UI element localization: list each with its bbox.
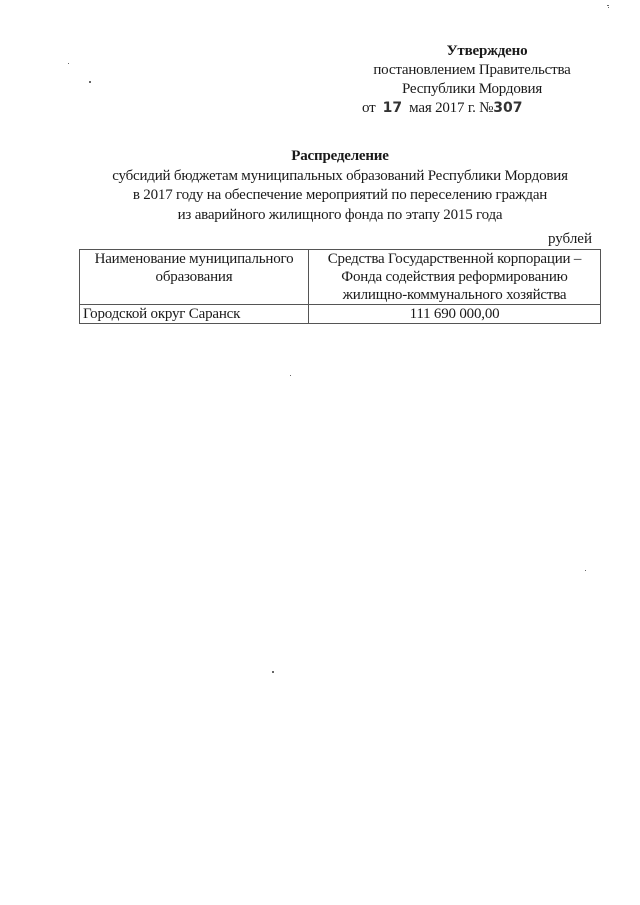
cell-amount: 111 690 000,00 bbox=[309, 305, 601, 324]
heading-line-2: в 2017 году на обеспечение мероприятий по переселению граждан bbox=[132, 187, 548, 203]
decree-number: 307 bbox=[493, 100, 523, 116]
scan-speck bbox=[290, 375, 291, 376]
heading-line-1: субсидий бюджетам муниципальных образований Республики Мордовия bbox=[112, 167, 568, 184]
scan-speck bbox=[89, 81, 91, 83]
heading-line-3: из аварийного жилищного фонда по этапу 2015 года bbox=[177, 206, 503, 223]
approval-line-2: Республики Мордовия bbox=[401, 81, 543, 97]
approval-block bbox=[352, 42, 592, 118]
approval-line-1: постановлением Правительства bbox=[373, 62, 571, 78]
scan-speck bbox=[608, 7, 609, 8]
cell-municipality-name: Городской округ Саранск bbox=[80, 305, 309, 324]
table-row bbox=[80, 305, 601, 324]
scan-speck bbox=[585, 570, 586, 571]
scan-speck bbox=[272, 671, 274, 673]
date-rest: мая 2017 г. № bbox=[409, 100, 494, 116]
scan-speck bbox=[607, 5, 609, 6]
approval-title: Утверждено bbox=[446, 43, 528, 59]
approval-date-line bbox=[352, 99, 592, 118]
header-municipality: Наименование муниципального образования bbox=[80, 250, 309, 305]
document-heading bbox=[80, 147, 600, 225]
currency-unit-label: рублей bbox=[547, 231, 592, 247]
scan-speck bbox=[68, 63, 69, 64]
heading-title: Распределение bbox=[291, 148, 389, 164]
header-fund-amount: Средства Государственной корпорации – Фонда содействия реформированию жилищно-коммунального хозяйства bbox=[309, 250, 601, 305]
date-day: 17 bbox=[382, 100, 403, 116]
date-prefix: от bbox=[362, 100, 376, 116]
distribution-table bbox=[79, 249, 601, 324]
table-header-row bbox=[80, 250, 601, 305]
